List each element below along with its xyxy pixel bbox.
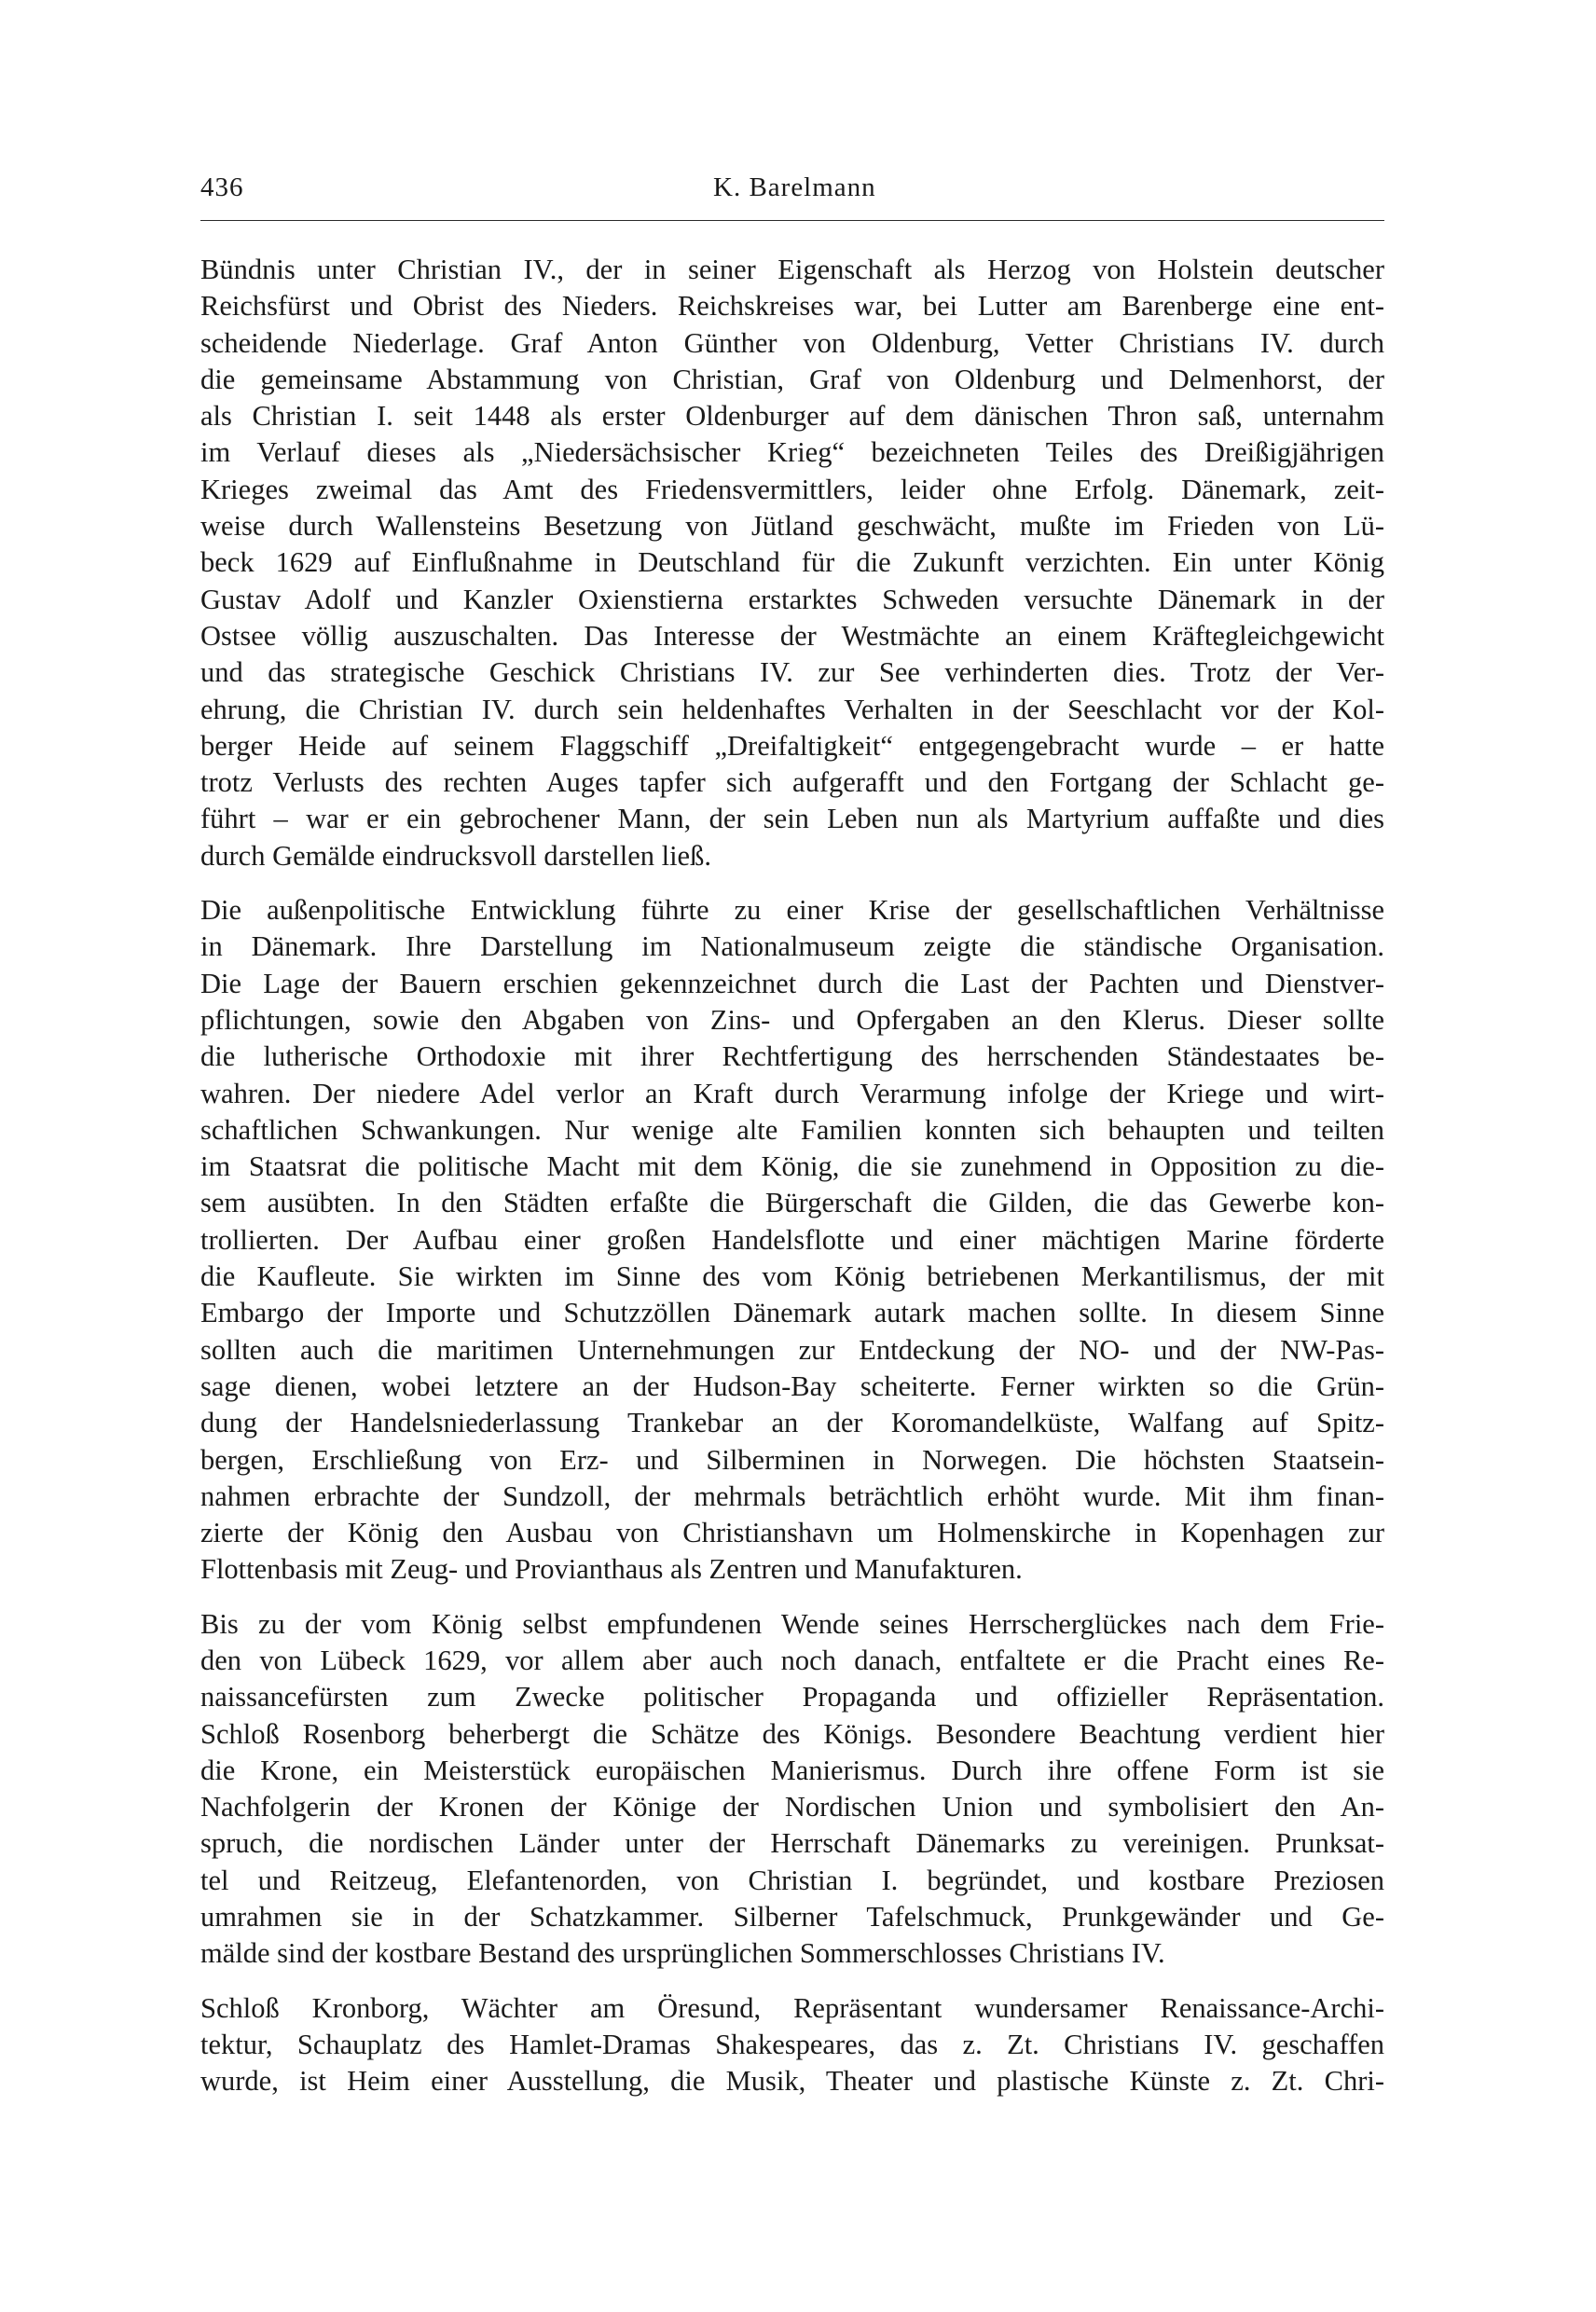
text-line: die Kaufleute. Sie wirkten im Sinne des vom König betriebenen Merkantilismus, der mit — [200, 1260, 1384, 1293]
text-line: umrahmen sie in der Schatzkammer. Silberner Tafelschmuck, Prunkgewänder und Ge- — [200, 1901, 1384, 1934]
text-line: spruch, die nordischen Länder unter der Herrschaft Dänemarks zu vereinigen. Prunksat- — [200, 1827, 1384, 1860]
text-line: Schloß Rosenborg beherbergt die Schätze des Königs. Besondere Beachtung verdient hier — [200, 1717, 1384, 1750]
text-line: mälde sind der kostbare Bestand des ursprünglichen Sommerschlosses Christians IV. — [200, 1937, 1165, 1970]
text-line: sage dienen, wobei letztere an der Hudson-Bay scheiterte. Ferner wirkten so die Grün- — [200, 1369, 1384, 1402]
text-line: sem ausübten. In den Städten erfaßte die Bürgerschaft die Gilden, die das Gewerbe kon- — [200, 1187, 1384, 1219]
text-line: Nachfolgerin der Kronen der Könige der Nordischen Union und symbolisiert den An- — [200, 1791, 1384, 1823]
text-line: trotz Verlusts des rechten Auges tapfer sich aufgerafft und den Fortgang der Schlacht ge- — [200, 766, 1384, 799]
text-line: Bis zu der vom König selbst empfundenen Wende seines Herrscherglückes nach dem Frie- — [200, 1607, 1384, 1640]
running-head: K. Barelmann — [713, 172, 876, 202]
paragraph — [200, 1606, 1384, 1973]
text-line: tektur, Schauplatz des Hamlet-Dramas Shakespeares, das z. Zt. Christians IV. geschaffen — [200, 2028, 1384, 2060]
paragraph — [200, 892, 1384, 1589]
text-line: sollten auch die maritimen Unternehmungen zur Entdeckung der NO- und der NW-Pas- — [200, 1333, 1384, 1366]
text-line: ehrung, die Christian IV. durch sein heldenhaftes Verhalten in der Seeschlacht vor der Kol- — [200, 693, 1384, 725]
text-line: durch Gemälde eindrucksvoll darstellen ließ. — [200, 839, 711, 872]
text-line: in Dänemark. Ihre Darstellung im Nationalmuseum zeigte die ständische Organisation. — [200, 930, 1384, 963]
text-line: nahmen erbrachte der Sundzoll, der mehrmals beträchtlich erhöht wurde. Mit ihm finan- — [200, 1479, 1384, 1512]
text-line: im Verlauf dieses als „Niedersächsischer Krieg“ bezeichneten Teiles des Dreißigjährigen — [200, 436, 1384, 469]
text-line: zierte der König den Ausbau von Christianshavn um Holmenskirche in Kopenhagen zur — [200, 1517, 1384, 1549]
paragraph — [200, 252, 1384, 874]
text-line: wurde, ist Heim einer Ausstellung, die Musik, Theater und plastische Künste z. Zt. Chri- — [200, 2065, 1384, 2098]
text-line: wahren. Der niedere Adel verlor an Kraft durch Verarmung infolge der Kriege und wirt- — [200, 1077, 1384, 1109]
text-line: naissancefürsten zum Zwecke politischer Propaganda und offizieller Repräsentation. — [200, 1681, 1384, 1713]
body-text — [200, 252, 1384, 2228]
text-line: berger Heide auf seinem Flaggschiff „Dreifaltigkeit“ entgegengebracht wurde – er hatte — [200, 729, 1384, 762]
text-line: Die Lage der Bauern erschien gekennzeichnet durch die Last der Pachten und Dienstver- — [200, 967, 1384, 999]
text-line: Embargo der Importe und Schutzzöllen Dänemark autark machen sollte. In diesem Sinne — [200, 1297, 1384, 1329]
text-line: Reichsfürst und Obrist des Nieders. Reichskreises war, bei Lutter am Barenberge eine ent- — [200, 290, 1384, 323]
text-line: bergen, Erschließung von Erz- und Silberminen in Norwegen. Die höchsten Staatsein- — [200, 1443, 1384, 1476]
text-line: Flottenbasis mit Zeug- und Provianthaus als Zentren und Manufakturen. — [200, 1553, 1023, 1586]
text-line: im Staatsrat die politische Macht mit dem König, die sie zunehmend in Opposition zu die- — [200, 1150, 1384, 1183]
text-line: Schloß Kronborg, Wächter am Öresund, Repräsentant wundersamer Renaissance-Archi- — [200, 1991, 1384, 2024]
text-line: beck 1629 auf Einflußnahme in Deutschland für die Zukunft verzichten. Ein unter König — [200, 546, 1384, 579]
text-line: schaftlichen Schwankungen. Nur wenige alte Familien konnten sich behaupten und teilten — [200, 1113, 1384, 1146]
text-line: scheidende Niederlage. Graf Anton Günther von Oldenburg, Vetter Christians IV. durch — [200, 326, 1384, 359]
page-number: 436 — [200, 172, 244, 202]
page-header — [200, 172, 1384, 219]
text-line: Die außenpolitische Entwicklung führte zu einer Krise der gesellschaftlichen Verhältnisse — [200, 894, 1384, 927]
text-line: die lutherische Orthodoxie mit ihrer Rechtfertigung des herrschenden Ständestaates be- — [200, 1040, 1384, 1073]
text-line: pflichtungen, sowie den Abgaben von Zins- und Opfergaben an den Klerus. Dieser sollte — [200, 1003, 1384, 1036]
text-line: als Christian I. seit 1448 als erster Oldenburger auf dem dänischen Thron saß, unternahm — [200, 400, 1384, 433]
text-line: Ostsee völlig auszuschalten. Das Interesse der Westmächte an einem Kräftegleichgewicht — [200, 619, 1384, 652]
text-line: die gemeinsame Abstammung von Christian, Graf von Oldenburg und Delmenhorst, der — [200, 363, 1384, 395]
text-line: führt – war er ein gebrochener Mann, der sein Leben nun als Martyrium auffaßte und dies — [200, 803, 1384, 835]
text-line: und das strategische Geschick Christians IV. zur See verhinderten dies. Trotz der Ver- — [200, 656, 1384, 689]
text-line: Krieges zweimal das Amt des Friedensvermittlers, leider ohne Erfolg. Dänemark, zeit- — [200, 473, 1384, 505]
paragraph — [200, 1990, 1384, 2100]
text-line: weise durch Wallensteins Besetzung von Jütland geschwächt, mußte im Frieden von Lü- — [200, 510, 1384, 543]
text-line: tel und Reitzeug, Elefantenorden, von Christian I. begründet, und kostbare Preziosen — [200, 1864, 1384, 1896]
text-line: Bündnis unter Christian IV., der in seiner Eigenschaft als Herzog von Holstein deutscher — [200, 254, 1384, 285]
header-rule — [200, 220, 1384, 221]
text-line: trollierten. Der Aufbau einer großen Handelsflotte und einer mächtigen Marine förderte — [200, 1223, 1384, 1256]
text-line: Gustav Adolf und Kanzler Oxienstierna erstarktes Schweden versuchte Dänemark in der — [200, 583, 1384, 615]
text-line: dung der Handelsniederlassung Trankebar an der Koromandelküste, Walfang auf Spitz- — [200, 1407, 1384, 1439]
text-line: die Krone, ein Meisterstück europäischen Manierismus. Durch ihre offene Form ist sie — [200, 1754, 1384, 1786]
text-line: den von Lübeck 1629, vor allem aber auch noch danach, entfaltete er die Pracht eines Re- — [200, 1644, 1384, 1676]
